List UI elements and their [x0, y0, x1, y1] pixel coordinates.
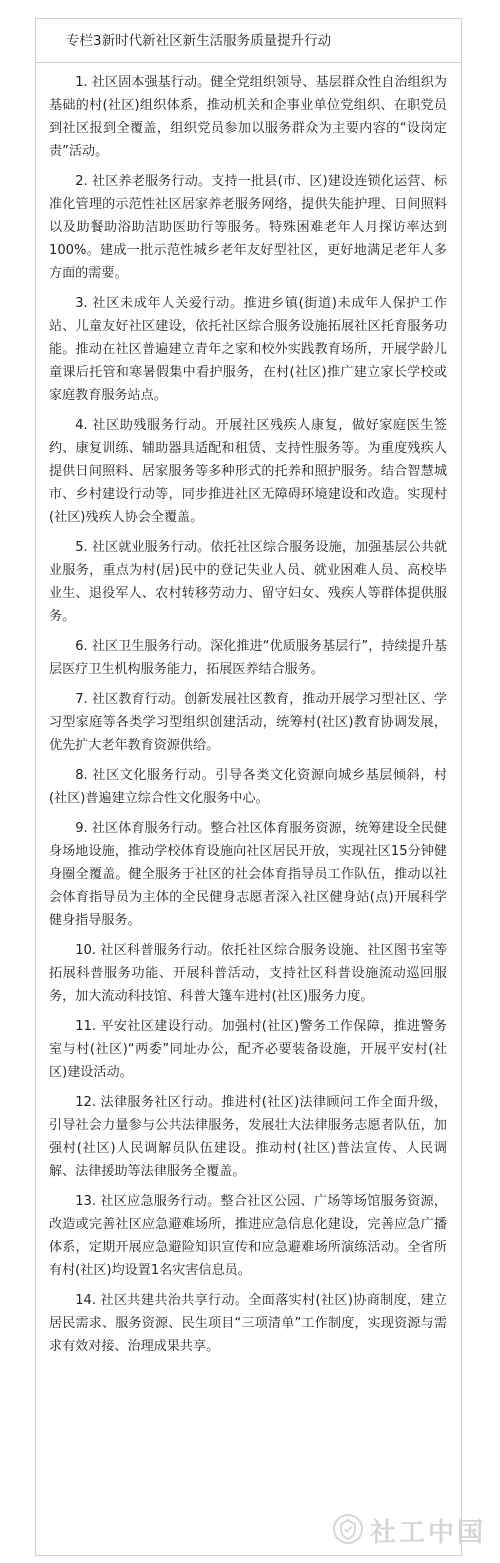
list-item: 12. 法律服务社区行动。推进村(社区)法律顾问工作全面升级，引导社会力量参与公共法律服务，发展壮大法律服务志愿者队伍，加强村(社区)人民调解员队伍建设。推动村(社区)普法宣传、人民调解、法律援助等法律服务全覆盖。: [49, 1095, 447, 1179]
list-item: 11. 平安社区建设行动。加强村(社区)警务工作保障，推进警务室与村(社区)“两委”同址办公，配齐必要装备设施，开展平安村(社区)建设活动。: [49, 1019, 447, 1080]
list-item: 8. 社区文化服务行动。引导各类文化资源向城乡基层倾斜，村(社区)普遍建立综合性文化服务中心。: [49, 768, 447, 806]
list-item: 9. 社区体育服务行动。整合社区体育服务资源，统筹建设全民健身场地设施，推动学校体育设施向社区居民开放，实现社区15分钟健身圈全覆盖。健全服务于社区的社会体育指导员工作队伍，推动以社会体育指导员为主体的全民健身志愿者深入社区健身站(点)开展科学健身指导服务。: [49, 821, 447, 928]
shield-logo-icon: [332, 1513, 364, 1549]
list-item: 13. 社区应急服务行动。整合社区公园、广场等场馆服务资源，改造或完善社区应急避难场所，推进应急信息化建设，完善应急广播体系，定期开展应急避险知识宣传和应急避难场所演练活动。全省所有村(社区)均设置1名灾害信息员。: [49, 1194, 447, 1278]
list-item: 10. 社区科普服务行动。依托社区综合服务设施、社区图书室等拓展科普服务功能、开展科普活动，支持社区科普设施流动巡回服务，加大流动科技馆、科普大篷车进村(社区)服务力度。: [49, 943, 447, 1004]
list-item: 1. 社区固本强基行动。健全党组织领导、基层群众性自治组织为基础的村(社区)组织体系，推动机关和企事业单位党组织、在职党员到社区报到全覆盖，组织党员参加以服务群众为主要内容的“设岗定责”活动。: [49, 75, 447, 159]
list-item: 6. 社区卫生服务行动。深化推进“优质服务基层行”，持续提升基层医疗卫生机构服务能力，拓展医养结合服务。: [49, 639, 447, 677]
list-item: 4. 社区助残服务行动。开展社区残疾人康复，做好家庭医生签约、康复训练、辅助器具适配和租赁、支持性服务等。为重度残疾人提供日间照料、居家服务等多种形式的托养和照护服务。结合智慧城市、乡村建设行动等，同步推进社区无障碍环境建设和改造。实现村(社区)残疾人协会全覆盖。: [49, 418, 447, 525]
list-item: 3. 社区未成年人关爱行动。推进乡镇(街道)未成年人保护工作站、儿童友好社区建设，依托社区综合服务设施拓展社区托育服务功能。推动在社区普遍建立青年之家和校外实践教育场所，开展学龄儿童课后托管和寒暑假集中看护服务，在村(社区)推广建立家长学校或家庭教育服务站点。: [49, 296, 447, 403]
list-item: 14. 社区共建共治共享行动。全面落实村(社区)协商制度，建立居民需求、服务资源、民生项目“三项清单”工作制度，实现资源与需求有效对接、治理成果共享。: [49, 1293, 447, 1354]
column-body: [36, 63, 461, 1358]
watermark-text: 社工中国: [369, 1518, 486, 1548]
list-item: 5. 社区就业服务行动。依托社区综合服务设施，加强基层公共就业服务，重点为村(居)民中的登记失业人员、就业困难人员、高校毕业生、退役军人、农村转移劳动力、留守妇女、残疾人等群体提供服务。: [49, 540, 447, 624]
list-item: 7. 社区教育行动。创新发展社区教育，推动开展学习型社区、学习型家庭等各类学习型组织创建活动，统筹村(社区)教育协调发展，优先扩大老年教育资源供给。: [49, 692, 447, 753]
list-item: 2. 社区养老服务行动。支持一批县(市、区)建设连锁化运营、标准化管理的示范性社区居家养老服务网络，提供失能护理、日间照料以及助餐助浴助洁助医助行等服务。特殊困难老年人月探访率达到100%。建成一批示范性城乡老年友好型社区，更好地满足老年人多方面的需要。: [49, 174, 447, 281]
watermark: [332, 1512, 486, 1549]
column-table: [35, 18, 462, 1556]
column-title: 专栏3新时代新社区新生活服务质量提升行动: [36, 19, 461, 63]
